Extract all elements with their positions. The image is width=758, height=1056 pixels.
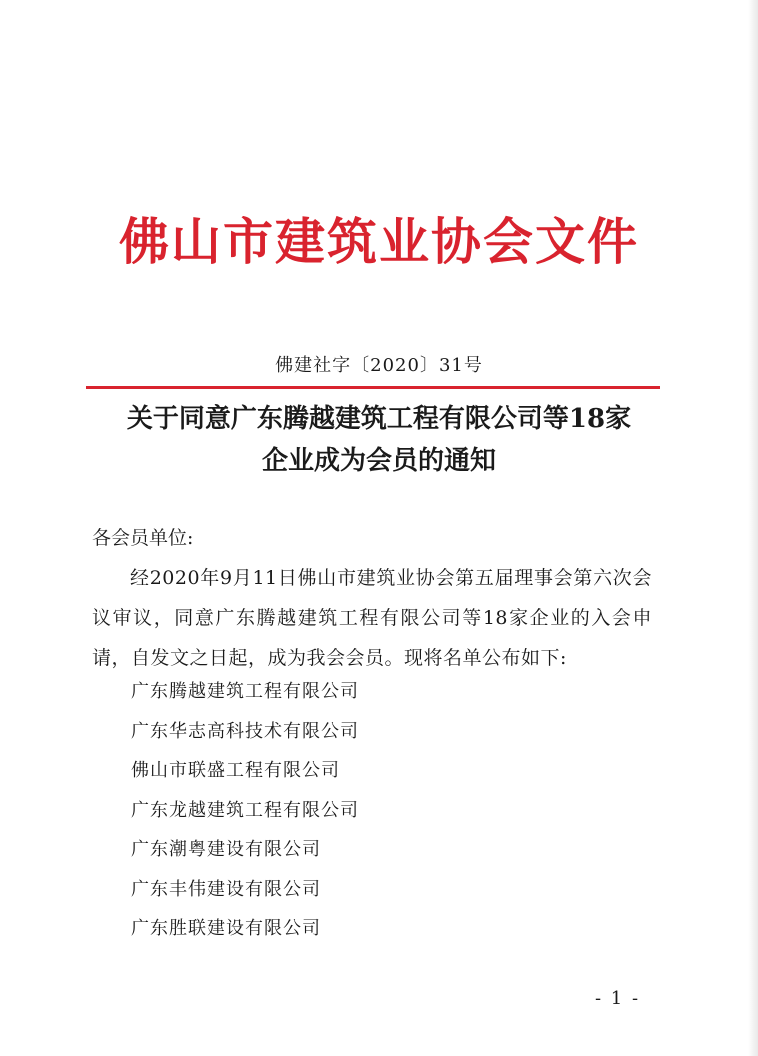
notice-title-line-2: 企业成为会员的通知 <box>261 446 496 476</box>
notice-title <box>0 398 758 482</box>
member-list-item: 广东腾越建筑工程有限公司 <box>131 681 359 702</box>
body-paragraph: 经2020年9月11日佛山市建筑业协会第五届理事会第六次会议审议，同意广东腾越建筑工程有限公司等18家企业的入会申请，自发文之日起，成为我会会员。现将名单公布如下: <box>92 567 652 669</box>
member-list-item: 广东潮粤建设有限公司 <box>131 839 321 860</box>
member-list-item: 广东丰伟建设有限公司 <box>131 878 321 900</box>
member-list <box>131 672 359 949</box>
member-list-item: 广东胜联建设有限公司 <box>131 918 321 939</box>
organization-header-title: 佛山市建筑业协会文件 <box>119 212 639 271</box>
member-list-item: 佛山市联盛工程有限公司 <box>131 760 340 781</box>
member-list-item: 广东龙越建筑工程有限公司 <box>131 799 359 821</box>
page-number: - 1 - <box>595 988 641 1009</box>
red-divider-line <box>86 386 660 389</box>
member-list-item: 广东华志高科技术有限公司 <box>131 720 359 742</box>
document-number: 佛建社字〔2020〕31号 <box>275 355 483 376</box>
notice-title-line-1: 关于同意广东腾越建筑工程有限公司等18家 <box>126 404 632 434</box>
salutation: 各会员单位: <box>92 527 194 549</box>
scan-edge-shadow <box>748 0 758 1056</box>
